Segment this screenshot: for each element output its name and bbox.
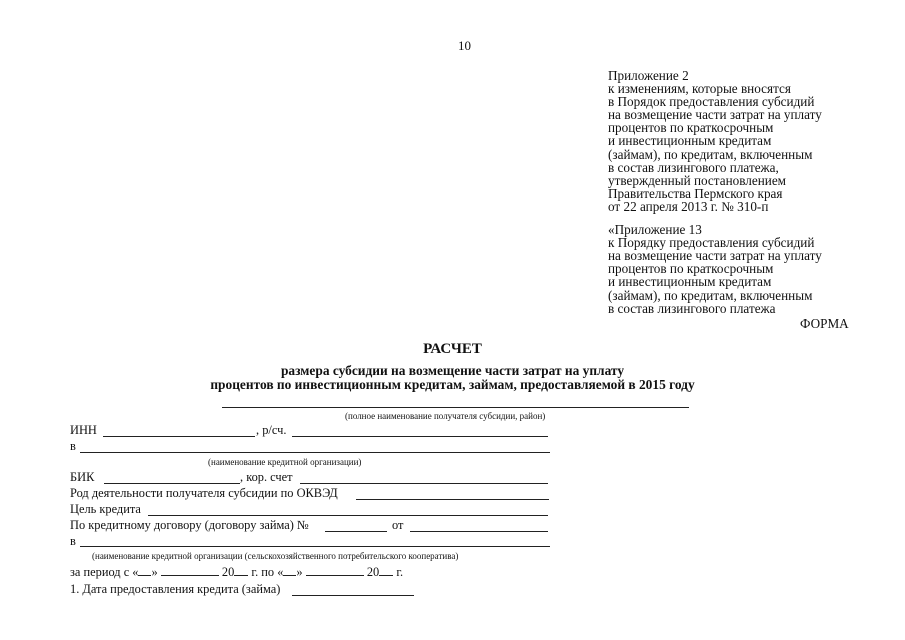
appendix-2-line: в Порядок предоставления субсидий	[608, 94, 815, 110]
credit-org-caption: (наименование кредитной организации)	[208, 457, 362, 467]
appendix-13-line: «Приложение 13	[608, 222, 702, 238]
page-number: 10	[458, 38, 471, 53]
credit-contract-label: По кредитному договору (договору займа) №	[70, 518, 309, 532]
bik-label: БИК	[70, 470, 95, 484]
inn-field[interactable]	[103, 436, 255, 437]
appendix-13-line: процентов по краткосрочным	[608, 261, 774, 277]
credit-purpose-label: Цель кредита	[70, 502, 141, 516]
activity-field[interactable]	[356, 499, 549, 500]
period-quote-close: »	[151, 565, 158, 579]
appendix-13-line: на возмещение части затрат на уплату	[608, 248, 822, 264]
corr-account-field[interactable]	[300, 483, 548, 484]
second-bank-in-label: в	[70, 534, 76, 548]
account-label: , р/сч.	[256, 423, 287, 437]
period-day-from-field[interactable]	[138, 575, 151, 576]
item-1-date-field[interactable]	[292, 595, 414, 596]
bik-field[interactable]	[104, 483, 240, 484]
period-quote-close-2: »	[296, 565, 303, 579]
bank-in-label: в	[70, 439, 76, 453]
form-label: ФОРМА	[800, 316, 849, 331]
appendix-2-line: от 22 апреля 2013 г. № 310-п	[608, 198, 769, 214]
period-prefix: за период с «	[70, 565, 139, 579]
credit-purpose-field[interactable]	[148, 515, 548, 516]
appendix-13-line: (займам), по кредитам, включенным	[608, 287, 813, 303]
appendix-13-line: к Порядку предоставления субсидий	[608, 235, 815, 251]
period-year-from-field[interactable]	[234, 575, 248, 576]
inn-label: ИНН	[70, 423, 97, 437]
corr-account-label: , кор. счет	[240, 470, 293, 484]
contract-from-label: от	[392, 518, 404, 532]
period-row	[70, 565, 403, 580]
appendix-13-line: в состав лизингового платежа	[608, 300, 776, 316]
document-subtitle	[0, 364, 905, 391]
account-field[interactable]	[292, 436, 548, 437]
item-1-label: 1. Дата предоставления кредита (займа)	[70, 582, 281, 596]
appendix-2-line: и инвестиционным кредитам	[608, 133, 772, 149]
document-title: РАСЧЕТ	[423, 341, 482, 357]
subtitle-line-2: процентов по инвестиционным кредитам, займам, предоставляемой в 2015 году	[210, 376, 695, 392]
appendix-2-line: Правительства Пермского края	[608, 185, 783, 201]
contract-date-field[interactable]	[410, 531, 548, 532]
recipient-caption: (полное наименование получателя субсидии, район)	[345, 411, 546, 421]
period-year-prefix-2: 20	[366, 565, 380, 579]
appendix-2-line: Приложение 2	[608, 68, 689, 83]
activity-label: Род деятельности получателя субсидии по ОКВЭД	[70, 486, 338, 500]
appendix-2-line: утвержденный постановлением	[608, 172, 787, 188]
credit-org-coop-caption: (наименование кредитной организации (сельскохозяйственного потребительского кооператива)	[92, 551, 459, 561]
period-day-to-field[interactable]	[283, 575, 296, 576]
period-month-from-field[interactable]	[161, 575, 219, 576]
contract-number-field[interactable]	[325, 531, 387, 532]
subtitle-line-1: размера субсидии на возмещение части затрат на уплату	[280, 363, 625, 378]
appendix-2-line: (займам), по кредитам, включенным	[608, 146, 813, 162]
period-year-to-field[interactable]	[379, 575, 393, 576]
bank-name-field[interactable]	[80, 452, 550, 453]
period-year-suffix-2: г.	[396, 565, 404, 579]
period-year-prefix: 20	[221, 565, 235, 579]
period-year-suffix: г. по «	[251, 565, 284, 579]
appendix-2-line: на возмещение части затрат на уплату	[608, 107, 822, 123]
second-bank-name-field[interactable]	[80, 546, 550, 547]
appendix-header	[608, 69, 822, 315]
period-month-to-field[interactable]	[306, 575, 364, 576]
appendix-2-line: к изменениям, которые вносятся	[608, 81, 791, 97]
appendix-2-line: процентов по краткосрочным	[608, 120, 774, 136]
appendix-13-line: и инвестиционным кредитам	[608, 274, 772, 290]
recipient-name-field[interactable]	[222, 407, 689, 408]
appendix-2-line: в состав лизингового платежа,	[608, 159, 779, 175]
